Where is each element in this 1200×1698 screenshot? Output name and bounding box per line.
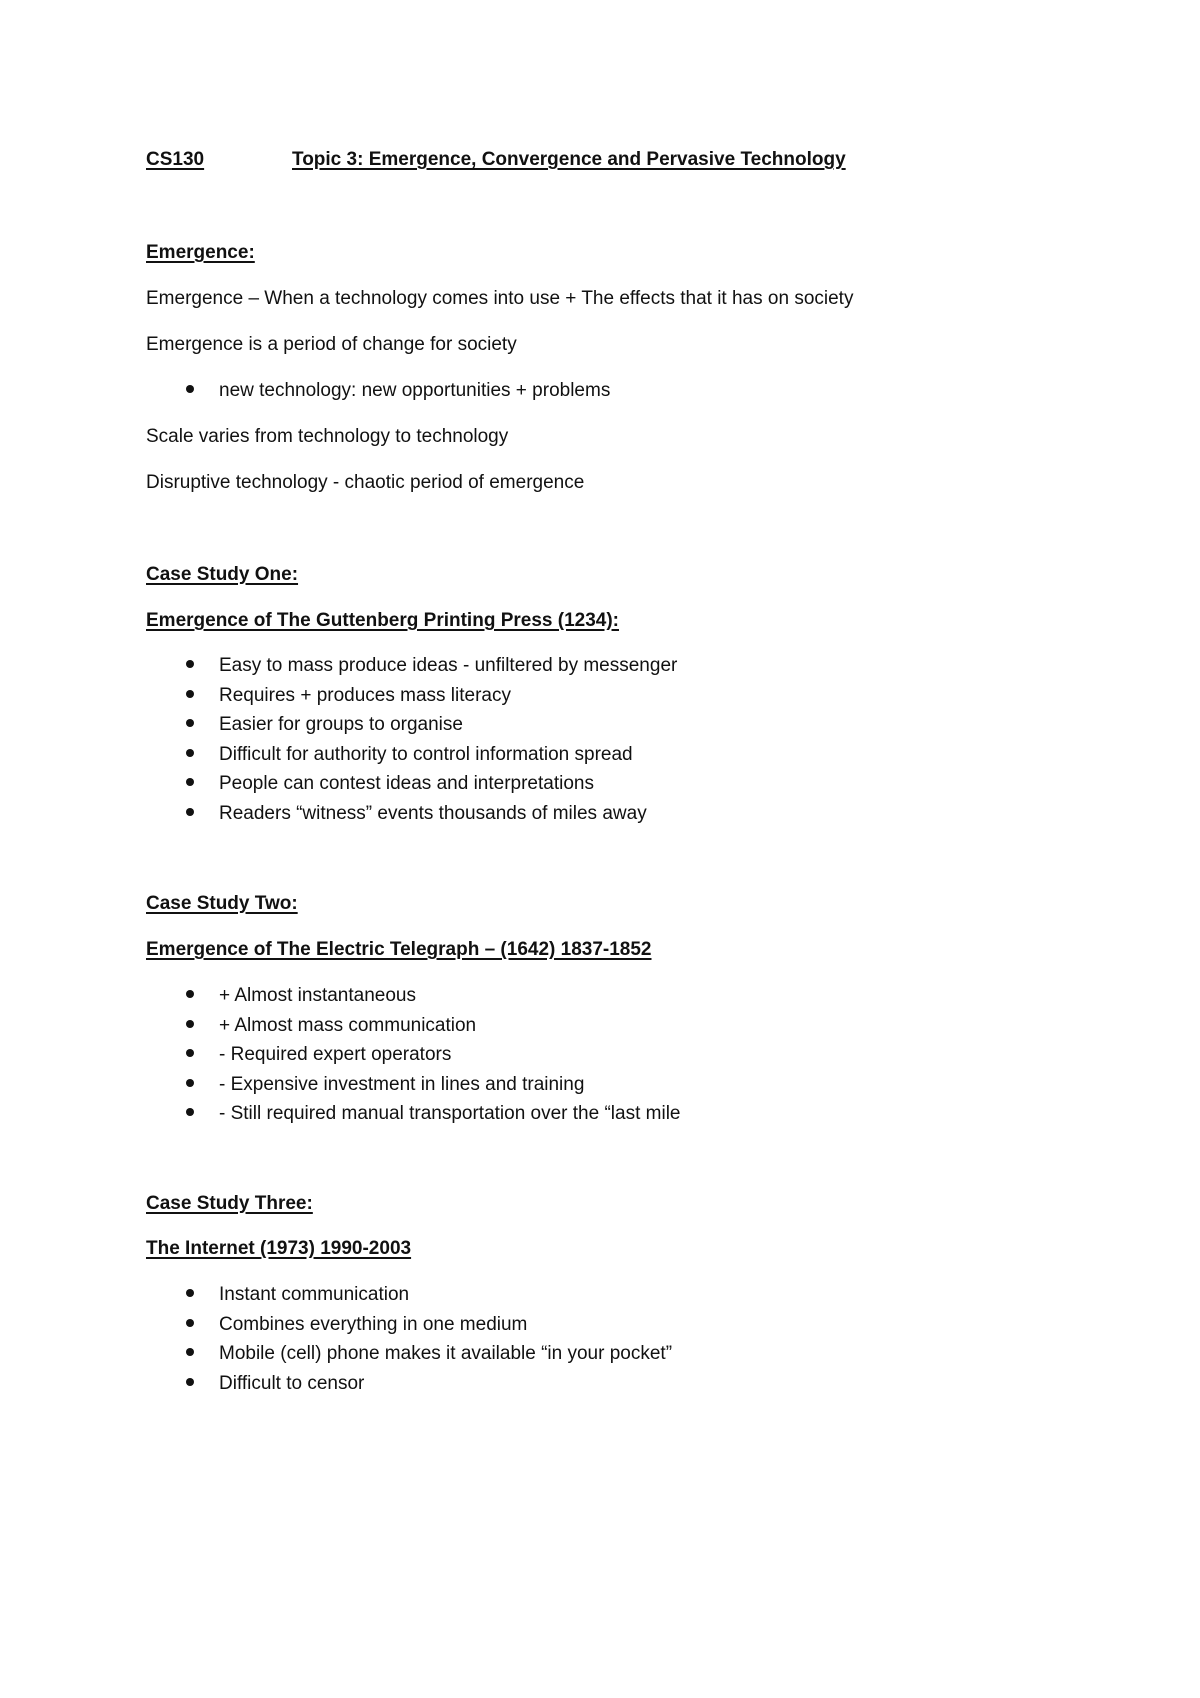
case-study-three-subheading: The Internet (1973) 1990-2003 (146, 1238, 412, 1259)
bullet-icon (186, 660, 194, 668)
list-item-text: People can contest ideas and interpretations (219, 773, 594, 794)
case-study-three-heading: Case Study Three: (146, 1193, 313, 1214)
bullet-icon (186, 1108, 194, 1116)
case-study-two-subheading: Emergence of The Electric Telegraph – (1642) 1837-1852 (146, 939, 652, 960)
list-item-text: Difficult for authority to control information spread (219, 743, 633, 765)
bullet-icon (186, 1348, 194, 1356)
list-item (146, 1285, 672, 1315)
list-item (146, 804, 677, 834)
case-study-two-list (146, 986, 680, 1134)
list-item-text: Easy to mass produce ideas - unfiltered by messenger (219, 655, 678, 676)
list-item (146, 656, 677, 686)
bullet-icon (186, 1289, 194, 1297)
page-title: Topic 3: Emergence, Convergence and Pervasive Technology (292, 149, 846, 170)
list-item-text: new technology: new opportunities + problems (219, 380, 611, 401)
emergence-scale: Scale varies from technology to technology (146, 426, 509, 447)
bullet-icon (186, 990, 194, 998)
section-heading-emergence: Emergence: (146, 242, 255, 263)
list-item (146, 1016, 680, 1046)
bullet-icon (186, 385, 194, 393)
list-item (146, 1374, 672, 1404)
list-item (146, 774, 677, 804)
emergence-bullet-list (146, 381, 610, 411)
list-item (146, 745, 677, 775)
bullet-icon (186, 690, 194, 698)
list-item (146, 1075, 680, 1105)
list-item (146, 986, 680, 1016)
list-item (146, 1315, 672, 1345)
list-item (146, 1104, 680, 1134)
bullet-icon (186, 808, 194, 816)
list-item (146, 1045, 680, 1075)
list-item-text: Readers “witness” events thousands of miles away (219, 802, 647, 824)
list-item-text: Combines everything in one medium (219, 1313, 528, 1335)
list-item (146, 1344, 672, 1374)
list-item-text: Requires + produces mass literacy (219, 684, 511, 706)
list-item-text: - Expensive investment in lines and training (219, 1073, 585, 1095)
case-study-one-list (146, 656, 677, 833)
bullet-icon (186, 1378, 194, 1386)
list-item-text: Difficult to censor (219, 1372, 365, 1394)
bullet-icon (186, 778, 194, 786)
list-item (146, 686, 677, 716)
list-item (146, 381, 610, 411)
emergence-definition: Emergence – When a technology comes into use + The effects that it has on society (146, 288, 854, 309)
case-study-two-heading: Case Study Two: (146, 893, 298, 914)
bullet-icon (186, 1049, 194, 1057)
emergence-period: Emergence is a period of change for society (146, 334, 517, 355)
bullet-icon (186, 1319, 194, 1327)
case-study-three-list (146, 1285, 672, 1403)
list-item-text: + Almost mass communication (219, 1014, 477, 1036)
course-code: CS130 (146, 149, 205, 170)
list-item-text: + Almost instantaneous (219, 985, 416, 1006)
list-item-text: Mobile (cell) phone makes it available “in your pocket” (219, 1343, 673, 1364)
list-item-text: - Required expert operators (219, 1044, 452, 1065)
emergence-disruptive: Disruptive technology - chaotic period of emergence (146, 472, 585, 493)
bullet-icon (186, 1079, 194, 1087)
list-item (146, 715, 677, 745)
list-item-text: Instant communication (219, 1284, 410, 1305)
bullet-icon (186, 749, 194, 757)
bullet-icon (186, 719, 194, 727)
case-study-one-subheading: Emergence of The Guttenberg Printing Press (1234): (146, 610, 619, 631)
list-item-text: Easier for groups to organise (219, 714, 463, 735)
bullet-icon (186, 1020, 194, 1028)
case-study-one-heading: Case Study One: (146, 564, 299, 585)
list-item-text: - Still required manual transportation over the “last mile (219, 1103, 681, 1124)
